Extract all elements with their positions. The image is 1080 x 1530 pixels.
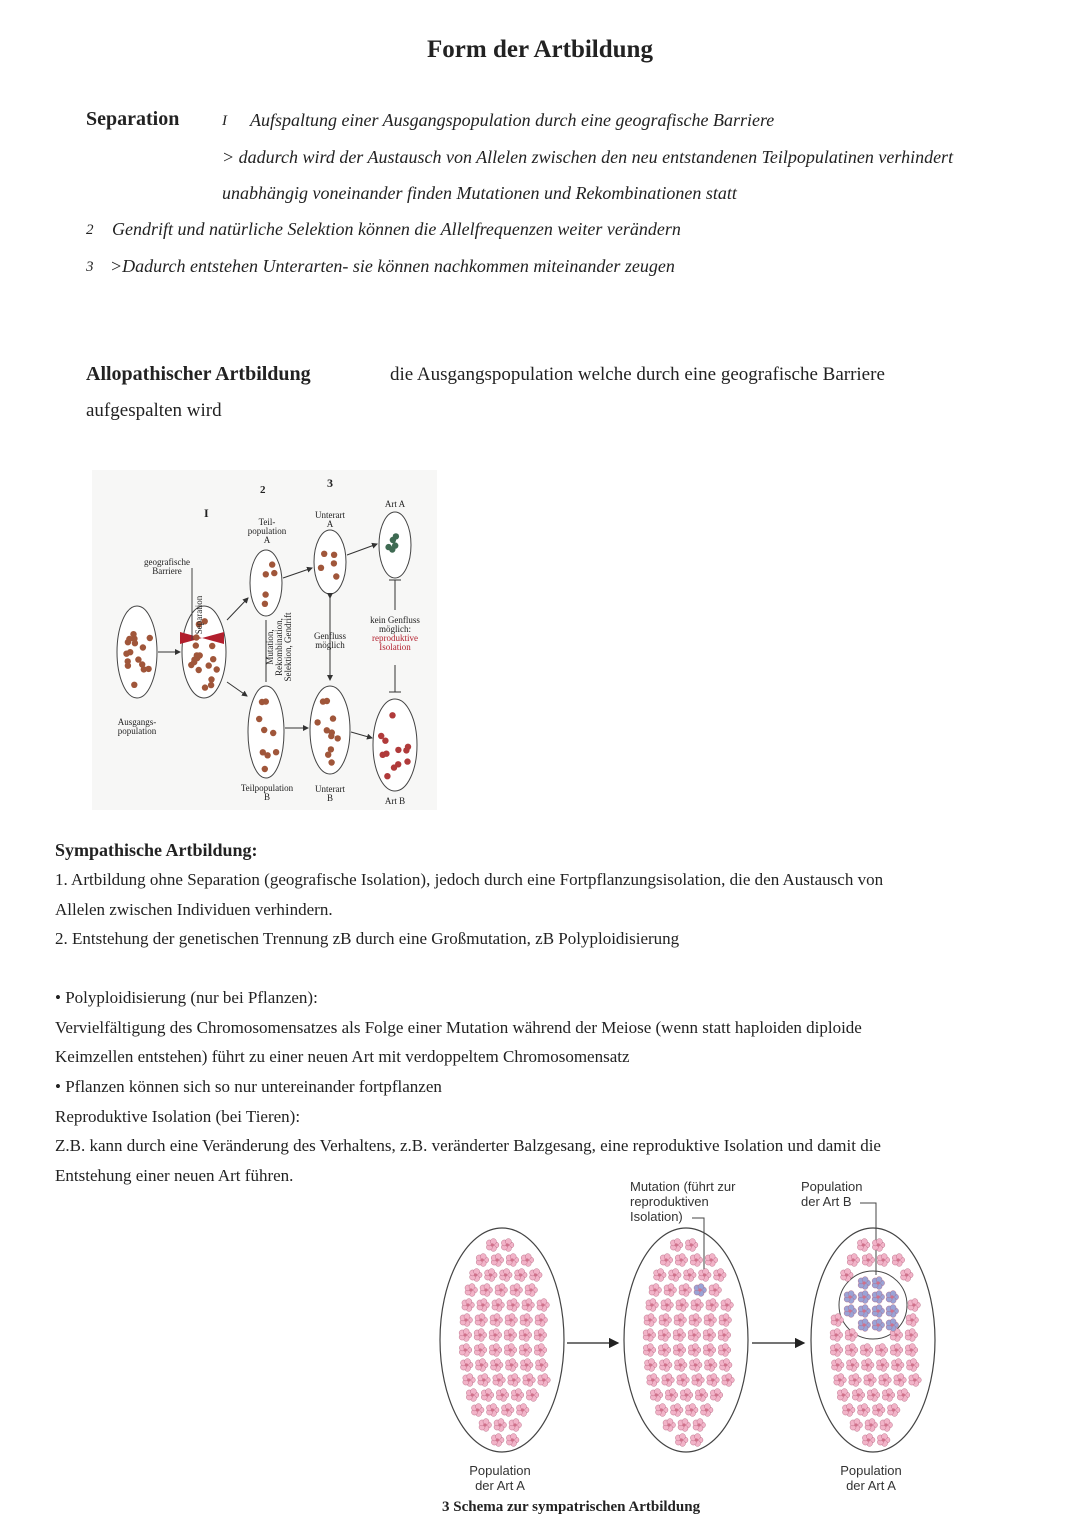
bug-icon — [196, 667, 202, 673]
bug-icon — [206, 662, 212, 668]
bug-icon — [208, 676, 214, 682]
bug-icon — [141, 666, 147, 672]
sympathic-line-1: 1. Artbildung ohne Separation (geografische Isolation), jedoch durch eine Fortpflanzungsisolation, die den Austausch von — [55, 870, 884, 889]
separation-line-4: Gendrift und natürliche Selektion können die Allelfrequenzen weiter verändern — [112, 219, 681, 239]
bug-icon — [256, 716, 262, 722]
art-b-label: Art B — [384, 796, 406, 806]
sympathic-line-8: Reproduktive Isolation (bei Tieren): — [55, 1107, 301, 1126]
mutation-vertical-label: Mutation, Rekombination, Selektion, Gendrift — [265, 612, 293, 682]
separation-heading: Separation — [86, 108, 180, 130]
bug-icon — [395, 747, 401, 753]
bug-icon — [125, 639, 131, 645]
bug-icon — [333, 573, 339, 579]
bug-icon — [270, 730, 276, 736]
bug-icon — [390, 537, 396, 543]
bug-icon — [140, 644, 146, 650]
bug-icon — [135, 656, 141, 662]
allopathic-text-2: aufgespalten wird — [86, 400, 222, 421]
bug-icon — [210, 656, 216, 662]
bug-icon — [273, 749, 279, 755]
arrow-to-teil-a — [227, 598, 248, 620]
diagram-step-1: I — [204, 506, 209, 520]
separation-line-1: Aufspaltung einer Ausgangspopulation durch eine geografische Barriere — [250, 110, 775, 130]
step-number-2: 2 — [86, 222, 94, 238]
bug-icon — [382, 738, 388, 744]
sympathic-line-10: Entstehung einer neuen Art führen. — [55, 1166, 294, 1185]
separation-line-2: > dadurch wird der Austausch von Allelen zwischen den neu entstandenen Teilpopulatinen verhindert — [222, 147, 954, 167]
bug-icon — [263, 571, 269, 577]
bug-icon — [335, 735, 341, 741]
bug-icon — [197, 652, 203, 658]
start-population-label: Ausgangs- population — [117, 717, 157, 736]
sympathic-line-7: • Pflanzen können sich so nur untereinander fortpflanzen — [55, 1077, 442, 1096]
sympathic-heading: Sympathische Artbildung: — [55, 840, 258, 860]
bug-icon — [331, 552, 337, 558]
diagram-step-2: 2 — [260, 484, 266, 496]
bug-icon — [259, 699, 265, 705]
diagram-caption: 3 Schema zur sympatrischen Artbildung — [442, 1499, 701, 1515]
bug-icon — [271, 570, 277, 576]
bug-icon — [262, 766, 268, 772]
bug-icon — [262, 591, 268, 597]
diagram-step-3: 3 — [327, 476, 333, 490]
arrow-to-teil-b — [227, 682, 247, 696]
bug-icon — [125, 663, 131, 669]
bug-icon — [318, 565, 324, 571]
bug-icon — [389, 712, 395, 718]
kein-genfluss-label: kein Genfluss möglich: reproduktive Isolation — [370, 615, 420, 652]
bug-icon — [209, 643, 215, 649]
bug-icon — [328, 746, 334, 752]
step-number-1: I — [222, 113, 227, 129]
bug-icon — [127, 649, 133, 655]
bug-icon — [264, 752, 270, 758]
bug-icon — [188, 662, 194, 668]
bug-icon — [331, 560, 337, 566]
genfluss-label: Genfluss möglich — [314, 631, 346, 650]
sympathic-line-9: Z.B. kann durch eine Veränderung des Verhaltens, z.B. veränderter Balzgesang, eine reproduktive Isolation und damit die — [55, 1136, 881, 1155]
separation-line-5: >Dadurch entstehen Unterarten- sie können nachkommen miteinander zeugen — [110, 256, 675, 276]
bug-icon — [383, 751, 389, 757]
bug-icon — [384, 773, 390, 779]
sympathic-line-6: Keimzellen entstehen) führt zu einer neuen Art mit verdoppeltem Chromosomensatz — [55, 1047, 630, 1066]
allopatric-diagram — [92, 470, 437, 810]
bug-icon — [269, 561, 275, 567]
unterart-b-label: Unterart B — [315, 784, 345, 803]
arrow-to-unterart-a — [283, 568, 312, 578]
bug-icon — [261, 727, 267, 733]
bug-icon — [202, 684, 208, 690]
separation-vertical-label: Separation — [194, 595, 204, 635]
sympatric-diagram — [430, 1175, 950, 1525]
mutation-label: Mutation (führt zur reproduktiven Isolation) — [630, 1179, 736, 1224]
bug-icon — [130, 631, 136, 637]
page-title: Form der Artbildung — [427, 36, 653, 63]
separation-line-3: unabhängig voneinander finden Mutationen und Rekombinationen statt — [222, 183, 737, 203]
teil-a-label: Teil- population A — [247, 517, 287, 545]
bug-icon — [314, 719, 320, 725]
bug-icon — [328, 759, 334, 765]
bug-icon — [214, 666, 220, 672]
bug-icon — [395, 761, 401, 767]
unterart-a-ellipse — [314, 530, 346, 594]
bug-icon — [147, 635, 153, 641]
barrier-label: geografische Barriere — [144, 557, 190, 576]
bug-icon — [404, 758, 410, 764]
sympathic-line-3: 2. Entstehung der genetischen Trennung zB durch eine Großmutation, zB Polyploidisierung — [55, 929, 680, 948]
population-a-right-label: Population der Art A — [840, 1463, 902, 1493]
bug-icon — [324, 727, 330, 733]
allopathic-heading: Allopathischer Artbildung — [86, 363, 311, 385]
bug-icon — [191, 657, 197, 663]
bug-icon — [321, 551, 327, 557]
unterart-a-label: Unterart A — [315, 510, 345, 529]
bug-icon — [320, 698, 326, 704]
sympathic-line-2: Allelen zwischen Individuen verhindern. — [55, 900, 333, 919]
population-a-left-label: Population der Art A — [469, 1463, 531, 1493]
bug-icon — [403, 747, 409, 753]
art-a-label: Art A — [384, 499, 406, 509]
arrow-to-art-a — [347, 544, 377, 555]
bug-icon — [385, 544, 391, 550]
bug-icon — [330, 715, 336, 721]
teil-b-label: Teilpopulation B — [240, 783, 294, 802]
bug-icon — [131, 682, 137, 688]
step-number-3: 3 — [86, 259, 94, 275]
population-b-label: Population der Art B — [801, 1179, 863, 1209]
bug-icon — [208, 682, 214, 688]
arrow-to-art-b — [351, 732, 372, 738]
allopathic-text-1: die Ausgangspopulation welche durch eine geografische Barriere — [390, 364, 885, 385]
sympathic-line-4: • Polyploidisierung (nur bei Pflanzen): — [55, 988, 318, 1007]
sympathic-line-5: Vervielfältigung des Chromosomensatzes als Folge einer Mutation während der Meiose (wenn statt haploiden diploide — [55, 1018, 862, 1037]
